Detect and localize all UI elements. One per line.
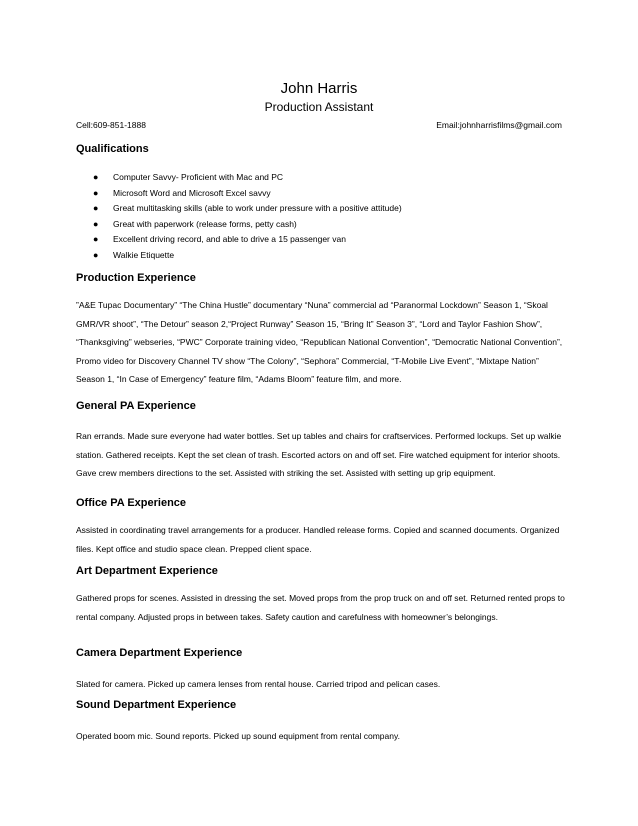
office-pa-text: Assisted in coordinating travel arrangements for a producer. Handled release forms. Copied and scanned documents. Organized files. Kept office and studio space clean. Prepped client space. (76, 525, 560, 554)
qualifications-heading: Qualifications (76, 143, 149, 155)
bullet-icon: ● (93, 203, 99, 213)
sound-department-text: Operated boom mic. Sound reports. Picked up sound equipment from rental company. (76, 731, 400, 741)
bullet-icon: ● (93, 218, 99, 229)
qualifications-list (76, 170, 562, 263)
bullet-icon: ● (93, 234, 99, 244)
general-pa-heading: General PA Experience (76, 400, 196, 412)
job-title: Production Assistant (264, 100, 374, 114)
bullet-icon: ● (93, 249, 99, 260)
list-item: ● Computer Savvy- Proficient with Mac and PC (76, 170, 562, 186)
office-pa-heading: Office PA Experience (76, 497, 187, 509)
sound-department-heading: Sound Department Experience (76, 699, 237, 711)
general-pa-text: Ran errands. Made sure everyone had water bottles. Set up tables and chairs for craftservices. Performed lockups. Set up walkie station. Gathered receipts. Kept the set clean of trash. Escorted actors on and off set. Fire watched equipment for interior shoots. Gave crew members directions to the set. Assisted with striking the set. Assisted with setting up grip equipment. (76, 431, 562, 478)
camera-department-heading: Camera Department Experience (76, 647, 243, 659)
list-item: ● Walkie Etiquette (76, 248, 562, 264)
list-item: ● Excellent driving record, and able to drive a 15 passenger van (76, 232, 562, 248)
list-item: ● Great multitasking skills (able to work under pressure with a positive attitude) (76, 201, 562, 217)
cell-phone: Cell:609-851-1888 (76, 120, 146, 130)
contact-line (76, 120, 562, 130)
production-experience-heading: Production Experience (76, 272, 196, 284)
list-item: ● Great with paperwork (release forms, petty cash) (76, 217, 562, 233)
art-department-heading: Art Department Experience (76, 565, 218, 577)
art-department-text: Gathered props for scenes. Assisted in dressing the set. Moved props from the prop truck on and off set. Returned rented props to rental company. Adjusted props in between takes. Safety caution and carefulness with homeowner’s belongings. (76, 593, 565, 622)
email-address: Email:johnharrisfilms@gmail.com (436, 120, 562, 130)
camera-department-text: Slated for camera. Picked up camera lenses from rental house. Carried tripod and pelican cases. (76, 679, 441, 689)
applicant-name: John Harris (280, 80, 358, 97)
bullet-icon: ● (93, 187, 99, 198)
bullet-icon: ● (93, 172, 99, 182)
production-experience-text: ”A&E Tupac Documentary” “The China Hustle” documentary “Nuna” commercial ad “Paranormal Lockdown” Season 1, “Skoal GMR/VR shoot”, “The Detour” season 2,“Project Runway” Season 15, “Bring It” Season 3”, “Lord and Taylor Fashion Show”, “Thanksgiving” webseries, “PWC” Corporate training video, “Republican National Convention”, “Democratic National Convention”, Promo video for Discovery Channel TV show “The Colony”, “Sephora” Commercial, “T-Mobile Live Event”, “Mixtape Nation” Season 1, “In Case of Emergency” feature film, “Adams Bloom” feature film, and more. (76, 300, 563, 384)
list-item: ● Microsoft Word and Microsoft Excel savvy (76, 186, 562, 202)
